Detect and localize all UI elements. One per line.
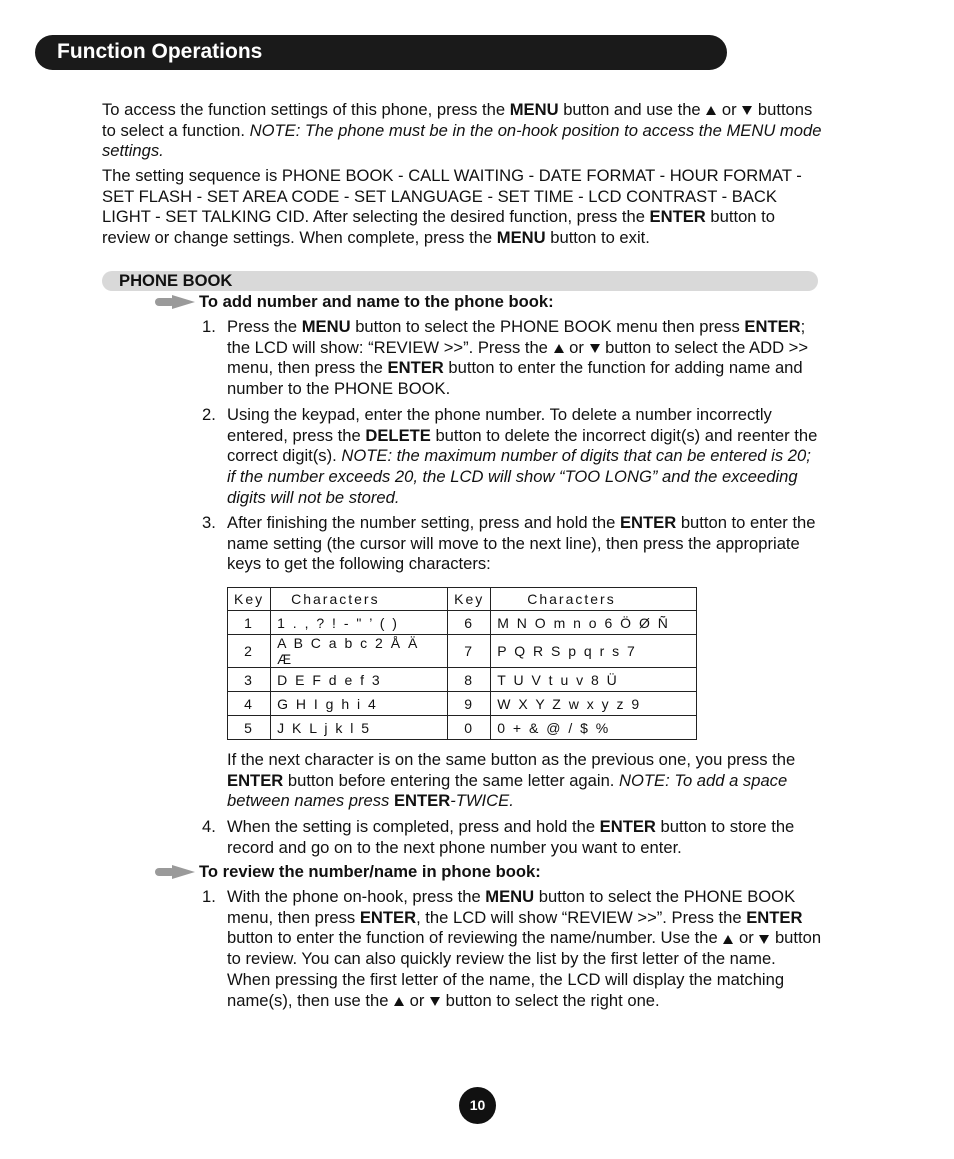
down-arrow-icon bbox=[430, 997, 440, 1006]
table-row: 5 J K L j k l 5 0 0 + & @ / $ % bbox=[228, 716, 697, 740]
table-row: 4 G H I g h i 4 9 W X Y Z w x y z 9 bbox=[228, 692, 697, 716]
page-title: Function Operations bbox=[57, 40, 263, 63]
arrow-bullet-icon bbox=[155, 865, 195, 879]
key-characters-table bbox=[227, 587, 697, 740]
down-arrow-icon bbox=[759, 935, 769, 944]
table-row: 1 1 . , ? ! - " ’ ( ) 6 M N O m n o 6 Ö Ø Ñ bbox=[228, 611, 697, 635]
section-title: PHONE BOOK bbox=[119, 271, 233, 290]
page-number: 10 bbox=[459, 1087, 496, 1124]
intro-paragraph-2: The setting sequence is PHONE BOOK - CALL WAITING - DATE FORMAT - HOUR FORMAT - SET FLASH - SET AREA CODE - SET LANGUAGE - SET TIME - LCD CONTRAST - BACK LIGHT - SET TALKING CID. After selecting the desired function, press the ENTER button to review or change settings. When complete, press the MENU button to exit. bbox=[102, 166, 802, 248]
review-heading: To review the number/name in phone book: bbox=[155, 861, 541, 882]
up-arrow-icon bbox=[554, 344, 564, 353]
down-arrow-icon bbox=[742, 106, 752, 115]
down-arrow-icon bbox=[590, 344, 600, 353]
table-row: 3 D E F d e f 3 8 T U V t u v 8 Ü bbox=[228, 668, 697, 692]
intro-paragraph-1: To access the function settings of this phone, press the MENU button and use the or buttons to select a function. NOTE: The phone must be in the on-hook position to access the MENU mode settings. bbox=[102, 100, 822, 161]
up-arrow-icon bbox=[394, 997, 404, 1006]
up-arrow-icon bbox=[706, 106, 716, 115]
add-heading: To add number and name to the phone book: bbox=[155, 291, 554, 312]
section-bar bbox=[102, 271, 818, 291]
table-header-row: Key Characters Key Characters bbox=[228, 588, 697, 611]
arrow-bullet-icon bbox=[155, 295, 195, 309]
table-row: 2 A B C a b c 2 Å Ä Æ 7 P Q R S p q r s 7 bbox=[228, 635, 697, 668]
header-bar bbox=[35, 35, 727, 70]
up-arrow-icon bbox=[723, 935, 733, 944]
